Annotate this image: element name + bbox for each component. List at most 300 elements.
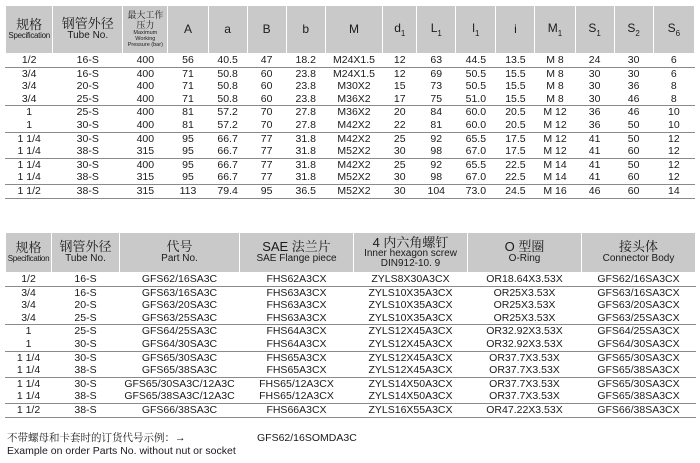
cell-d1 [383, 106, 417, 132]
cell-value: 400 [136, 158, 155, 171]
header-b: b [286, 6, 325, 54]
cell-screw [354, 377, 468, 403]
cell-value: 69 [430, 67, 443, 80]
cell-value: OR32.92X3.53X [486, 325, 563, 338]
header-screw: 4 内六角螺钉 Inner hexagon screw DIN912-10. 9 [354, 233, 468, 273]
cell-A [168, 158, 208, 184]
cell-value: 315 [136, 171, 155, 184]
cell-value: 27.8 [295, 106, 316, 119]
cell-spec [6, 377, 52, 403]
order-note-cn: 不带螺母和卡套时的订货代号示例：→ [7, 432, 186, 444]
cell-value: GFS65/30SA3C/12A3C [124, 377, 235, 390]
cell-tube [53, 132, 123, 158]
cell-value: 47 [260, 54, 273, 66]
cell-value: 23.8 [295, 80, 316, 93]
cell-A [168, 67, 208, 106]
cell-value: M30X2 [337, 80, 371, 93]
cell-value: M52X2 [337, 145, 371, 158]
cell-value: 30 [627, 67, 640, 80]
cell-value: 31.8 [295, 145, 316, 158]
cell-spec [6, 403, 52, 417]
cell-value: 51.0 [465, 92, 487, 105]
cell-value: 30-S [74, 337, 97, 350]
order-example-code: GFS62/16SOMDA3C [257, 432, 357, 444]
header-l1: $l_1$ [456, 6, 496, 54]
cell-value: FHS64A3CX [266, 325, 327, 338]
cell-value: 12 [393, 67, 406, 80]
cell-value: 73 [430, 80, 443, 93]
cell-S2 [614, 54, 653, 68]
cell-value: 23.8 [295, 92, 316, 105]
cell-pressure [123, 54, 168, 68]
cell-value: 8 [670, 80, 677, 93]
cell-value: OR25X3.53X [493, 286, 556, 299]
cell-value: 14 [667, 184, 680, 197]
cell-value: 22.5 [505, 171, 526, 184]
cell-l1 [456, 106, 496, 132]
cell-value: GFS66/38SA3CX [597, 403, 680, 416]
cell-part [120, 351, 240, 377]
cell-tube [53, 67, 123, 106]
cell-value: 38-S [76, 184, 99, 197]
cell-value: 30-S [76, 158, 99, 171]
cell-value: M52X2 [337, 184, 371, 197]
cell-value: FHS66A3CX [266, 403, 327, 416]
cell-value: 73.0 [465, 184, 487, 197]
cell-value: 17.5 [505, 145, 526, 158]
cell-value: 31.8 [295, 158, 316, 171]
cell-value: 84 [430, 106, 443, 119]
cell-value: 24 [588, 54, 601, 66]
cell-value: 12 [667, 158, 680, 171]
cell-value: ZYLS8X30A3CX [371, 273, 450, 285]
cell-flange [240, 325, 354, 351]
cell-S1 [575, 106, 614, 132]
cell-value: GFS63/16SA3CX [597, 286, 680, 299]
cell-value: 50.8 [217, 67, 238, 80]
cell-value: 50.5 [465, 67, 487, 80]
cell-value: 1/2 [21, 273, 36, 285]
cell-value: 3/4 [21, 311, 36, 324]
dimension-row-group [6, 67, 695, 106]
cell-value: OR37.7X3.53X [489, 377, 560, 390]
cell-value: 3/4 [21, 67, 37, 80]
cell-S6 [653, 106, 694, 132]
cell-value: 66.7 [217, 158, 238, 171]
cell-a [208, 67, 247, 106]
cell-body [582, 351, 696, 377]
cell-value: 104 [427, 184, 446, 197]
cell-value: 3/4 [21, 299, 36, 312]
cell-oring [468, 351, 582, 377]
cell-body [582, 377, 696, 403]
cell-value: 400 [136, 106, 155, 119]
cell-M [325, 132, 383, 158]
cell-value: 67.0 [465, 171, 487, 184]
parts-row-group [6, 286, 696, 325]
cell-flange [240, 273, 354, 287]
cell-value: 50.8 [217, 92, 238, 105]
cell-i [496, 132, 535, 158]
cell-value: GFS63/20SA3CX [597, 299, 680, 312]
cell-value: 1 1/4 [16, 390, 41, 403]
cell-value: M36X2 [337, 92, 371, 105]
cell-spec [6, 273, 52, 287]
cell-b [286, 54, 325, 68]
header-S2: $S_2$ [614, 6, 653, 54]
cell-value: 30 [393, 184, 406, 197]
cell-L1 [417, 106, 456, 132]
cell-value: 1 1/4 [17, 158, 41, 171]
cell-d1 [383, 67, 417, 106]
cell-flange [240, 286, 354, 325]
cell-value: 40.5 [217, 54, 238, 66]
cell-value: 400 [136, 118, 155, 131]
cell-value: 12 [667, 145, 680, 158]
cell-value: OR25X3.53X [493, 311, 556, 324]
cell-value: 1 [26, 118, 33, 131]
cell-value: GFS63/25SA3CX [597, 311, 680, 324]
cell-value: 81 [430, 118, 443, 131]
cell-value: 81 [182, 118, 194, 131]
cell-part [120, 273, 240, 287]
cell-L1 [417, 184, 456, 198]
cell-value: 36.5 [295, 184, 316, 197]
cell-flange [240, 351, 354, 377]
cell-value: 46 [588, 184, 601, 197]
cell-value: M 12 [543, 106, 567, 119]
cell-value: FHS62A3CX [266, 273, 327, 285]
cell-screw [354, 286, 468, 325]
cell-body [582, 273, 696, 287]
cell-value: FHS65A3CX [266, 364, 327, 377]
cell-value: OR47.22X3.53X [486, 403, 563, 416]
header-B: B [247, 6, 286, 54]
cell-value: 30-S [74, 351, 97, 364]
cell-l1 [456, 54, 496, 68]
cell-value: 77 [260, 145, 273, 158]
cell-M [325, 106, 383, 132]
cell-tube [52, 273, 120, 287]
cell-value: 60.0 [465, 118, 487, 131]
cell-value: 1 [26, 106, 33, 119]
cell-tube [52, 377, 120, 403]
cell-value: 60.0 [465, 106, 487, 119]
cell-value: 77 [260, 171, 273, 184]
cell-M1 [535, 54, 575, 68]
cell-value: 1 1/2 [17, 184, 41, 197]
cell-spec [6, 184, 53, 198]
cell-value: 92 [430, 132, 443, 145]
cell-value: 38-S [74, 390, 97, 403]
cell-value: 44.5 [465, 54, 487, 66]
cell-value: 60 [260, 80, 273, 93]
cell-value: M 12 [543, 145, 567, 158]
cell-part [120, 286, 240, 325]
cell-value: GFS62/16SA3CX [597, 273, 680, 285]
cell-value: M 12 [543, 118, 567, 131]
cell-value: 6 [670, 54, 677, 66]
cell-value: 10 [667, 118, 680, 131]
cell-value: 20-S [74, 299, 97, 312]
cell-screw [354, 403, 468, 417]
cell-value: 113 [179, 184, 197, 197]
cell-value: 70 [260, 118, 273, 131]
cell-value: 67.0 [465, 145, 487, 158]
cell-S6 [653, 158, 694, 184]
cell-value: 36 [627, 80, 640, 93]
cell-value: 20.5 [505, 118, 526, 131]
cell-S2 [614, 67, 653, 106]
cell-value: 81 [182, 106, 194, 119]
cell-value: 30 [588, 67, 601, 80]
cell-value: 12 [393, 54, 406, 66]
cell-value: 71 [182, 92, 194, 105]
cell-value: ZYLS14X50A3CX [368, 377, 453, 390]
dimension-table-header [6, 6, 695, 54]
cell-value: 16-S [74, 286, 97, 299]
cell-screw [354, 325, 468, 351]
cell-i [496, 106, 535, 132]
dimension-row-group [6, 106, 695, 132]
cell-value: GFS65/38SA3C/12A3C [124, 390, 235, 403]
cell-value: 23.8 [295, 67, 316, 80]
header-S1: $S_1$ [575, 6, 614, 54]
cell-value: GFS66/38SA3C [141, 403, 218, 416]
cell-value: ZYLS10X35A3CX [368, 299, 453, 312]
cell-value: GFS65/38SA3CX [597, 364, 680, 377]
cell-value: 16-S [76, 67, 99, 80]
header-d1: $d_1$ [383, 6, 417, 54]
cell-b [286, 67, 325, 106]
cell-pressure [123, 106, 168, 132]
cell-value: OR37.7X3.53X [489, 364, 560, 377]
parts-row-group [6, 377, 696, 403]
cell-tube [52, 403, 120, 417]
order-note-en: Example on order Parts No. without nut or socket [7, 445, 236, 457]
cell-spec [6, 67, 53, 106]
parts-table [5, 232, 696, 418]
cell-value: 400 [136, 80, 155, 93]
cell-value: 79.4 [217, 184, 238, 197]
header-L1: $L_1$ [417, 6, 456, 54]
cell-value: 50 [627, 118, 640, 131]
cell-tube [52, 325, 120, 351]
cell-part [120, 377, 240, 403]
cell-value: 30-S [74, 377, 97, 390]
cell-value: 95 [182, 132, 194, 145]
cell-value: 75 [430, 92, 443, 105]
cell-d1 [383, 132, 417, 158]
cell-value: 3/4 [21, 92, 37, 105]
cell-value: ZYLS12X45A3CX [368, 364, 453, 377]
cell-value: 20 [393, 106, 406, 119]
cell-value: 30 [588, 92, 601, 105]
cell-d1 [383, 54, 417, 68]
cell-value: ZYLS12X45A3CX [368, 337, 453, 350]
cell-B [247, 132, 286, 158]
cell-S2 [614, 132, 653, 158]
cell-value: 13.5 [505, 54, 526, 66]
cell-tube [53, 106, 123, 132]
cell-value: 60 [260, 67, 273, 80]
cell-value: 15.5 [505, 67, 526, 80]
cell-body [582, 403, 696, 417]
cell-d1 [383, 184, 417, 198]
cell-spec [6, 158, 53, 184]
cell-value: 98 [430, 171, 443, 184]
cell-A [168, 106, 208, 132]
cell-tube [53, 158, 123, 184]
cell-value: 60 [627, 184, 640, 197]
order-example [7, 432, 357, 458]
header-a: a [208, 6, 247, 54]
cell-S6 [653, 132, 694, 158]
cell-value: 15 [393, 80, 406, 93]
cell-M1 [535, 132, 575, 158]
cell-value: M 16 [543, 184, 567, 197]
cell-value: GFS64/30SA3CX [597, 337, 680, 350]
cell-value: 46 [627, 92, 640, 105]
cell-B [247, 106, 286, 132]
cell-S6 [653, 67, 694, 106]
cell-value: 30 [627, 54, 640, 66]
cell-a [208, 132, 247, 158]
cell-screw [354, 351, 468, 377]
cell-a [208, 158, 247, 184]
cell-L1 [417, 158, 456, 184]
cell-value: GFS64/25SA3C [141, 325, 218, 338]
cell-value: 31.8 [295, 132, 316, 145]
cell-value: M42X2 [337, 118, 371, 131]
cell-value: 315 [136, 184, 155, 197]
header-pressure: 最大工作压力 Maximum Working Pressure (bar) [123, 6, 168, 54]
cell-value: 65.5 [465, 158, 487, 171]
cell-value: M 14 [543, 158, 567, 171]
cell-value: 30-S [76, 132, 99, 145]
cell-value: M 14 [543, 171, 567, 184]
cell-value: ZYLS16X55A3CX [368, 403, 453, 416]
cell-value: 60 [260, 92, 273, 105]
cell-value: 65.5 [465, 132, 487, 145]
cell-value: 12 [667, 171, 680, 184]
cell-i [496, 184, 535, 198]
cell-value: 1 1/4 [17, 132, 41, 145]
cell-value: GFS65/38SA3C [141, 364, 218, 377]
cell-value: 25-S [74, 311, 97, 324]
cell-value: GFS63/16SA3C [141, 286, 218, 299]
cell-value: 6 [670, 67, 677, 80]
cell-value: FHS65A3CX [266, 351, 327, 364]
cell-value: 57.2 [217, 118, 238, 131]
cell-value: 30 [393, 171, 406, 184]
cell-value: 38-S [74, 364, 97, 377]
cell-value: FHS65/12A3CX [259, 377, 334, 390]
cell-spec [6, 54, 53, 68]
cell-value: M 8 [546, 67, 564, 80]
cell-value: 25-S [76, 92, 99, 105]
cell-i [496, 54, 535, 68]
cell-d1 [383, 158, 417, 184]
parts-row-group [6, 273, 696, 287]
cell-value: 3/4 [21, 80, 37, 93]
cell-M [325, 67, 383, 106]
cell-b [286, 184, 325, 198]
header-oring: O 型圈 O-Ring [468, 233, 582, 273]
cell-tube [52, 351, 120, 377]
cell-value: 1 1/4 [16, 364, 41, 377]
cell-b [286, 158, 325, 184]
cell-value: OR37.7X3.53X [489, 351, 560, 364]
cell-value: 70 [260, 106, 273, 119]
cell-value: M42X2 [337, 132, 371, 145]
cell-value: 315 [136, 145, 155, 158]
cell-value: ZYLS12X45A3CX [368, 351, 453, 364]
cell-value: 16-S [76, 54, 99, 66]
cell-value: 25 [393, 132, 406, 145]
cell-value: 30 [588, 80, 601, 93]
header-M: M [325, 6, 383, 54]
cell-b [286, 106, 325, 132]
dimension-row-group [6, 158, 695, 184]
cell-value: M42X2 [337, 158, 371, 171]
cell-oring [468, 286, 582, 325]
cell-value: 77 [260, 132, 273, 145]
cell-value: 15.5 [505, 92, 526, 105]
cell-B [247, 54, 286, 68]
cell-l1 [456, 184, 496, 198]
cell-tube [53, 184, 123, 198]
cell-value: FHS63A3CX [266, 286, 327, 299]
cell-value: 1 1/4 [16, 377, 41, 390]
cell-value: 77 [260, 158, 273, 171]
cell-flange [240, 377, 354, 403]
cell-M [325, 158, 383, 184]
dimension-row-group [6, 54, 695, 68]
cell-pressure [123, 67, 168, 106]
cell-value: 30 [393, 145, 406, 158]
cell-B [247, 158, 286, 184]
cell-value: 41 [588, 145, 601, 158]
cell-value: 63 [430, 54, 443, 66]
cell-M1 [535, 158, 575, 184]
cell-value: 50.5 [465, 80, 487, 93]
cell-value: OR37.7X3.53X [489, 390, 560, 403]
cell-value: 60 [627, 171, 640, 184]
cell-S1 [575, 158, 614, 184]
cell-S1 [575, 132, 614, 158]
cell-value: M52X2 [337, 171, 371, 184]
header-A: A [168, 6, 208, 54]
cell-a [208, 184, 247, 198]
cell-body [582, 286, 696, 325]
cell-a [208, 54, 247, 68]
cell-value: M 8 [546, 54, 564, 66]
parts-row-group [6, 325, 696, 351]
cell-tube [53, 54, 123, 68]
dimension-row-group [6, 184, 695, 198]
cell-spec [6, 351, 52, 377]
cell-value: 95 [182, 171, 194, 184]
cell-M1 [535, 184, 575, 198]
cell-value: 1 1/2 [16, 403, 41, 416]
cell-value: 400 [136, 54, 155, 66]
cell-value: 41 [588, 158, 601, 171]
cell-S1 [575, 184, 614, 198]
cell-value: 92 [430, 158, 443, 171]
parts-row-group [6, 351, 696, 377]
cell-value: 22 [393, 118, 406, 131]
